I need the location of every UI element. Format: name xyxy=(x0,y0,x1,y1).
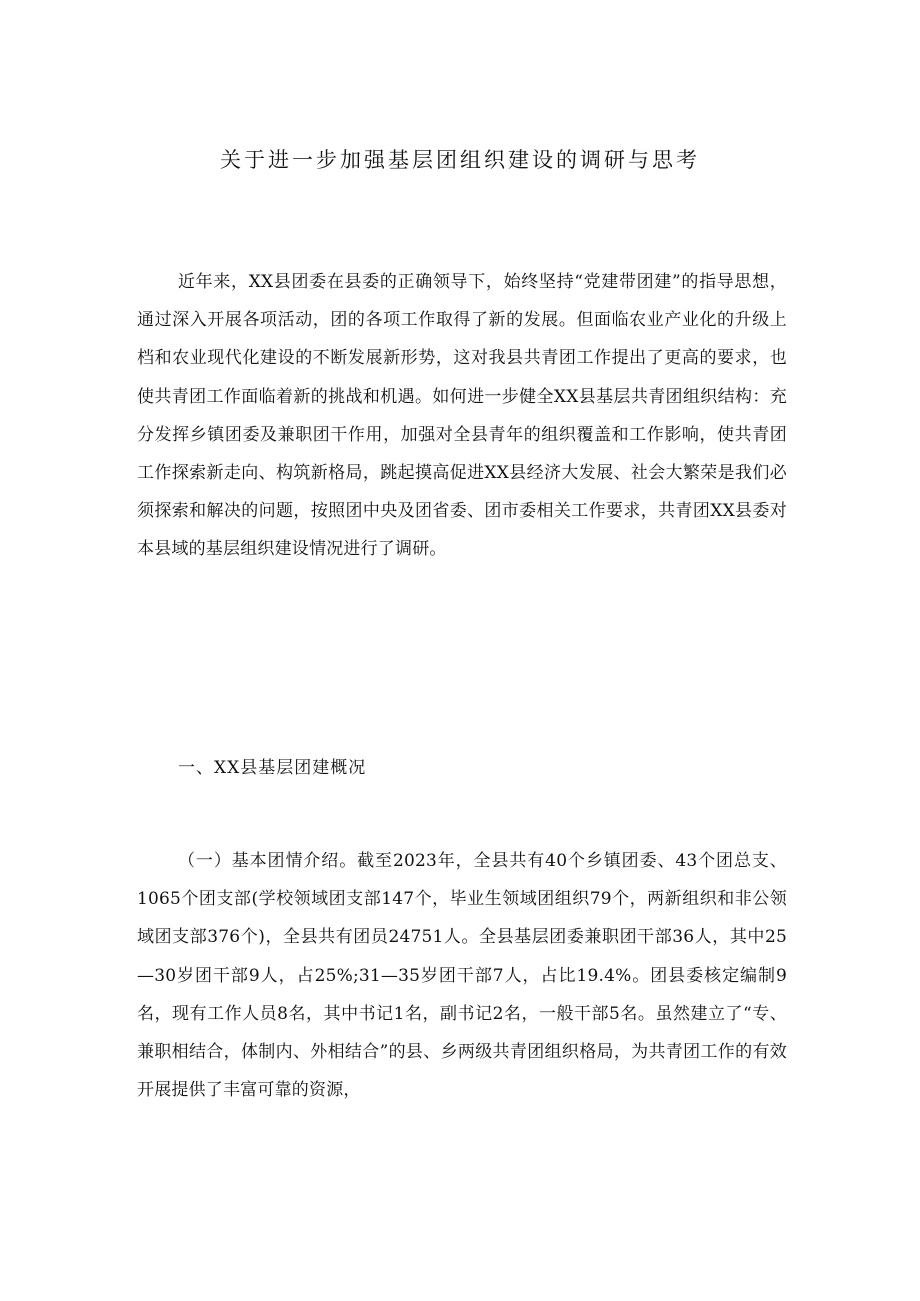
intro-paragraph: 近年来，XX县团委在县委的正确领导下，始终坚持“党建带团建”的指导思想，通过深入开展各项活动，团的各项工作取得了新的发展。但面临农业产业化的升级上档和农业现代化建设的不断发展新形势，这对我县共青团工作提出了更高的要求，也使共青团工作面临着新的挑战和机遇。如何进一步健全XX县基层共青团组织结构：充分发挥乡镇团委及兼职团干作用，加强对全县青年的组织覆盖和工作影响，使共青团工作探索新走向、构筑新格局，跳起摸高促进XX县经济大发展、社会大繁荣是我们必须探索和解决的问题，按照团中央及团省委、团市委相关工作要求，共青团XX县委对本县域的基层组织建设情况进行了调研。 xyxy=(137,272,787,560)
document-title: 关于进一步加强基层团组织建设的调研与思考 xyxy=(220,148,700,172)
section-heading: 一、XX县基层团建概况 xyxy=(178,758,367,778)
section-paragraph: （一）基本团情介绍。截至2023年，全县共有40个乡镇团委、43个团总支、1065个团支部(学校领域团支部147个，毕业生领域团组织79个，两新组织和非公领域团支部376个)，全县共有团员24751人。全县基层团委兼职团干部36人，其中25—30岁团干部9人，占25%;31—35岁团干部7人，占比19.4%。团县委核定编制9名，现有工作人员8名，其中书记1名，副书记2名，一般干部5名。虽然建立了“专、兼职相结合，体制内、外相结合”的县、乡两级共青团组织格局，为共青团工作的有效开展提供了丰富可靠的资源， xyxy=(137,851,787,1101)
